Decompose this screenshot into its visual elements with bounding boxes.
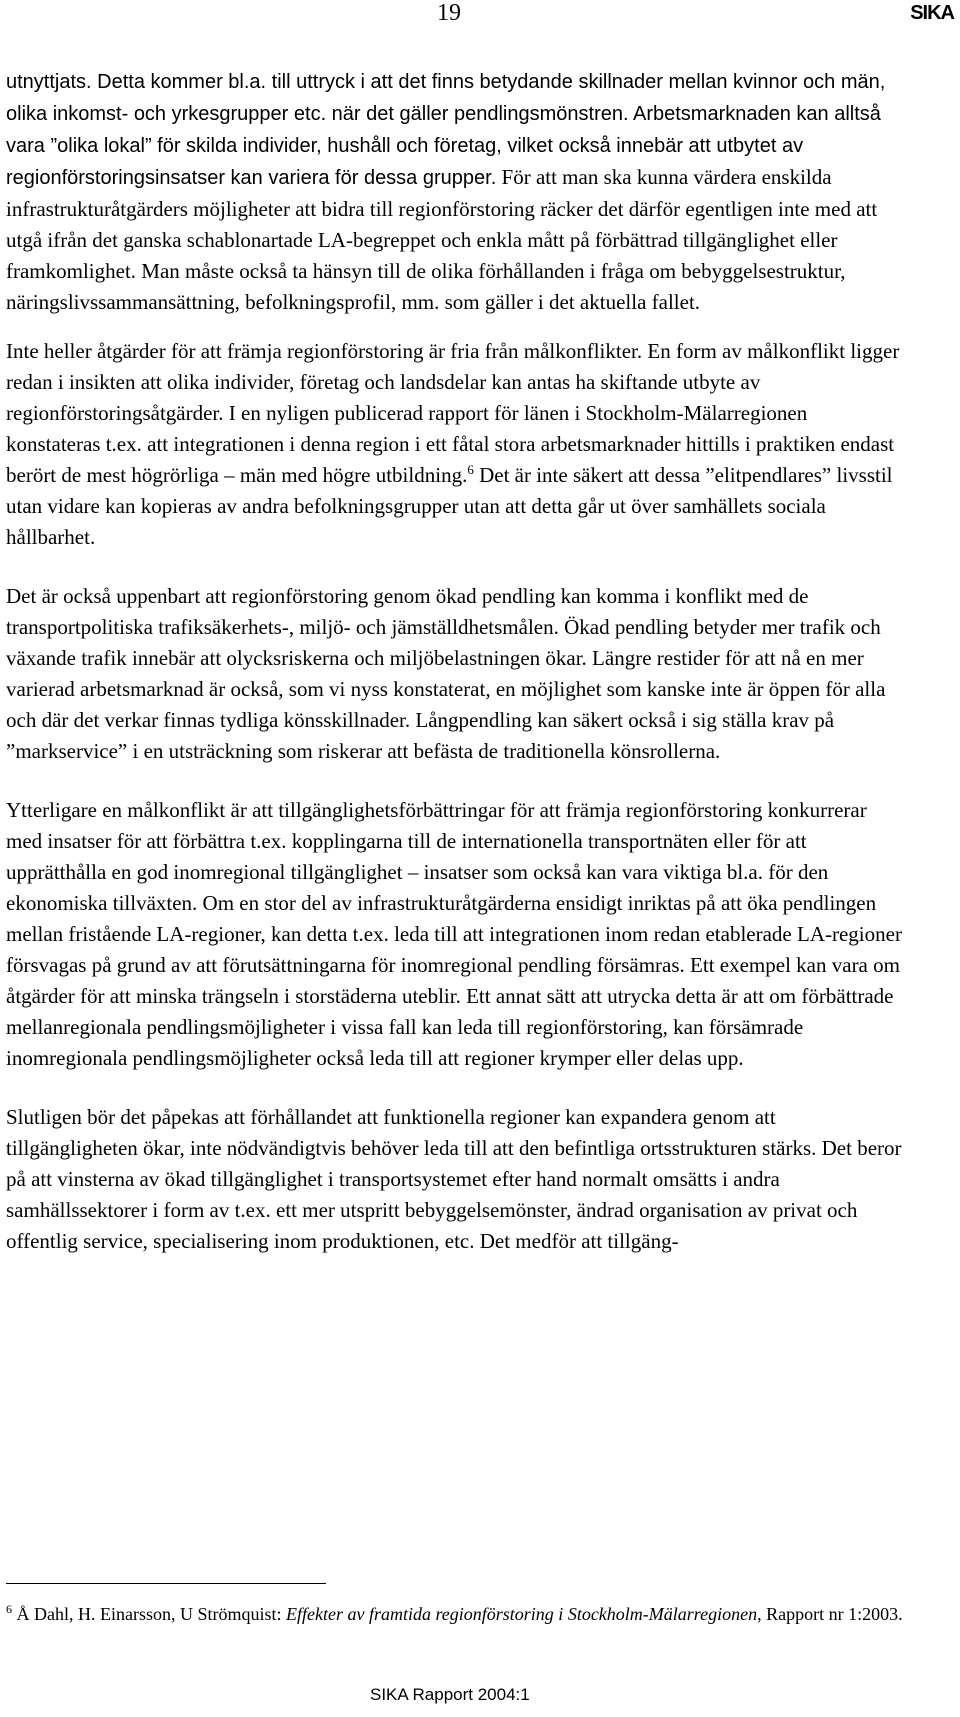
paragraph-2-part-a: Inte heller åtgärder för att främja regionförstoring är fria från målkonflikter. En form av målkonflikt ligger redan i insikten att olika individer, företag och landsdelar kan antas ha skiftande utbyte av regionförstoringsåtgärder. I en nyligen publicerad rapport för länen i Stockholm-Mälarregionen konstateras t.ex. att integrationen i denna region i ett fåtal stora arbetsmarknader hittills i praktiken endast berört de mest högrörliga – män med högre utbildning.	[6, 339, 900, 487]
footnote-number: 6	[6, 1602, 12, 1616]
body-text	[6, 66, 906, 1257]
paragraph-2-part-b: Det är inte säkert att dessa ”elitpendlares” livsstil utan vidare kan kopieras av andra befolkningsgrupper utan att detta går ut över samhällets sociala hållbarhet.	[6, 463, 893, 549]
footnote	[6, 1601, 906, 1627]
paragraph-2	[6, 336, 906, 553]
footnote-authors: Å Dahl, H. Einarsson, U Strömquist:	[12, 1604, 286, 1624]
footnote-rest: , Rapport nr 1:2003.	[757, 1604, 903, 1624]
footnote-title: Effekter av framtida regionförstoring i Stockholm-Mälarregionen	[286, 1604, 758, 1624]
header-org-label: SIKA	[910, 2, 954, 24]
paragraph-1-sans-part: utnyttjats. Detta kommer bl.a. till uttryck i att det finns betydande skillnader mellan kvinnor och män, olika inkomst- och yrkesgrupper etc. när det gäller pendlingsmönstren. Arbetsmarknaden kan alltså vara ”olika lokal” för skilda individer, hushåll och företag, vilket också innebär att utbytet av regionförstoringsinsatser kan variera för dessa grupper.	[6, 71, 886, 189]
paragraph-4: Ytterligare en målkonflikt är att tillgänglighetsförbättringar för att främja regionförstoring konkurrerar med insatser för att förbättra t.ex. kopplingarna till de internationella transportnäten eller för att upprätthålla en god inomregional tillgänglighet – insatser som också kan vara viktiga bl.a. för den ekonomiska tillväxten. Om en stor del av infrastrukturåtgärderna ensidigt inriktas på att öka pendlingen mellan fristående LA-regioner, kan detta t.ex. leda till att integrationen inom redan etablerade LA-regioner försvagas på grund av att förutsättningarna för inomregional pendling försämras. Ett exempel kan vara om åtgärder för att minska trängseln i storstäderna uteblir. Ett annat sätt att utrycka detta är att om förbättrade mellanregionala pendlingsmöjligheter i vissa fall kan leda till regionförstoring, kan försämrade inomregionala pendlingsmöjligheter också leda till att regioner krymper eller delas upp.	[6, 798, 902, 1070]
paragraph-1-serif-part: För att man ska kunna värdera enskilda infrastrukturåtgärders möjligheter att bidra till regionförstoring räcker det därför egentligen inte med att utgå ifrån det ganska schablonartade LA-begreppet och enkla mått på förbättrad tillgänglighet eller framkomlighet. Man måste också ta hänsyn till de olika förhållanden i fråga om bebyggelsestruktur, näringslivssammansättning, befolkningsprofil, mm. som gäller i det aktuella fallet.	[6, 165, 878, 314]
paragraph-1	[6, 66, 906, 318]
footnote-separator	[6, 1583, 326, 1584]
footnote-reference[interactable]: 6	[467, 462, 474, 477]
paragraph-3: Det är också uppenbart att regionförstoring genom ökad pendling kan komma i konflikt med de transportpolitiska trafiksäkerhets-, miljö- och jämställdhetsmålen. Ökad pendling betyder mer trafik och växande trafik innebär att olycksriskerna och miljöbelastningen ökar. Längre restider för att nå en mer varierad arbetsmarknad är också, som vi nyss konstaterat, en möjlighet som kanske inte är öppen för alla och där det verkar finnas tydliga könsskillnader. Långpendling kan säkert också i sig ställa krav på ”markservice” i en utsträckning som riskerar att befästa de traditionella könsrollerna.	[6, 584, 886, 763]
paragraph-5: Slutligen bör det påpekas att förhållandet att funktionella regioner kan expandera genom att tillgängligheten ökar, inte nödvändigtvis behöver leda till att den befintliga ortsstrukturen stärks. Det beror på att vinsterna av ökad tillgänglighet i transportsystemet efter hand normalt omsätts i andra samhällssektorer i form av t.ex. ett mer utspritt bebyggelsemönster, ändrad organisation av privat och offentlig service, specialisering inom produktionen, etc. Det medför att tillgäng-	[6, 1105, 902, 1253]
page-footer: SIKA Rapport 2004:1	[370, 1685, 530, 1704]
page-number: 19	[437, 0, 461, 26]
